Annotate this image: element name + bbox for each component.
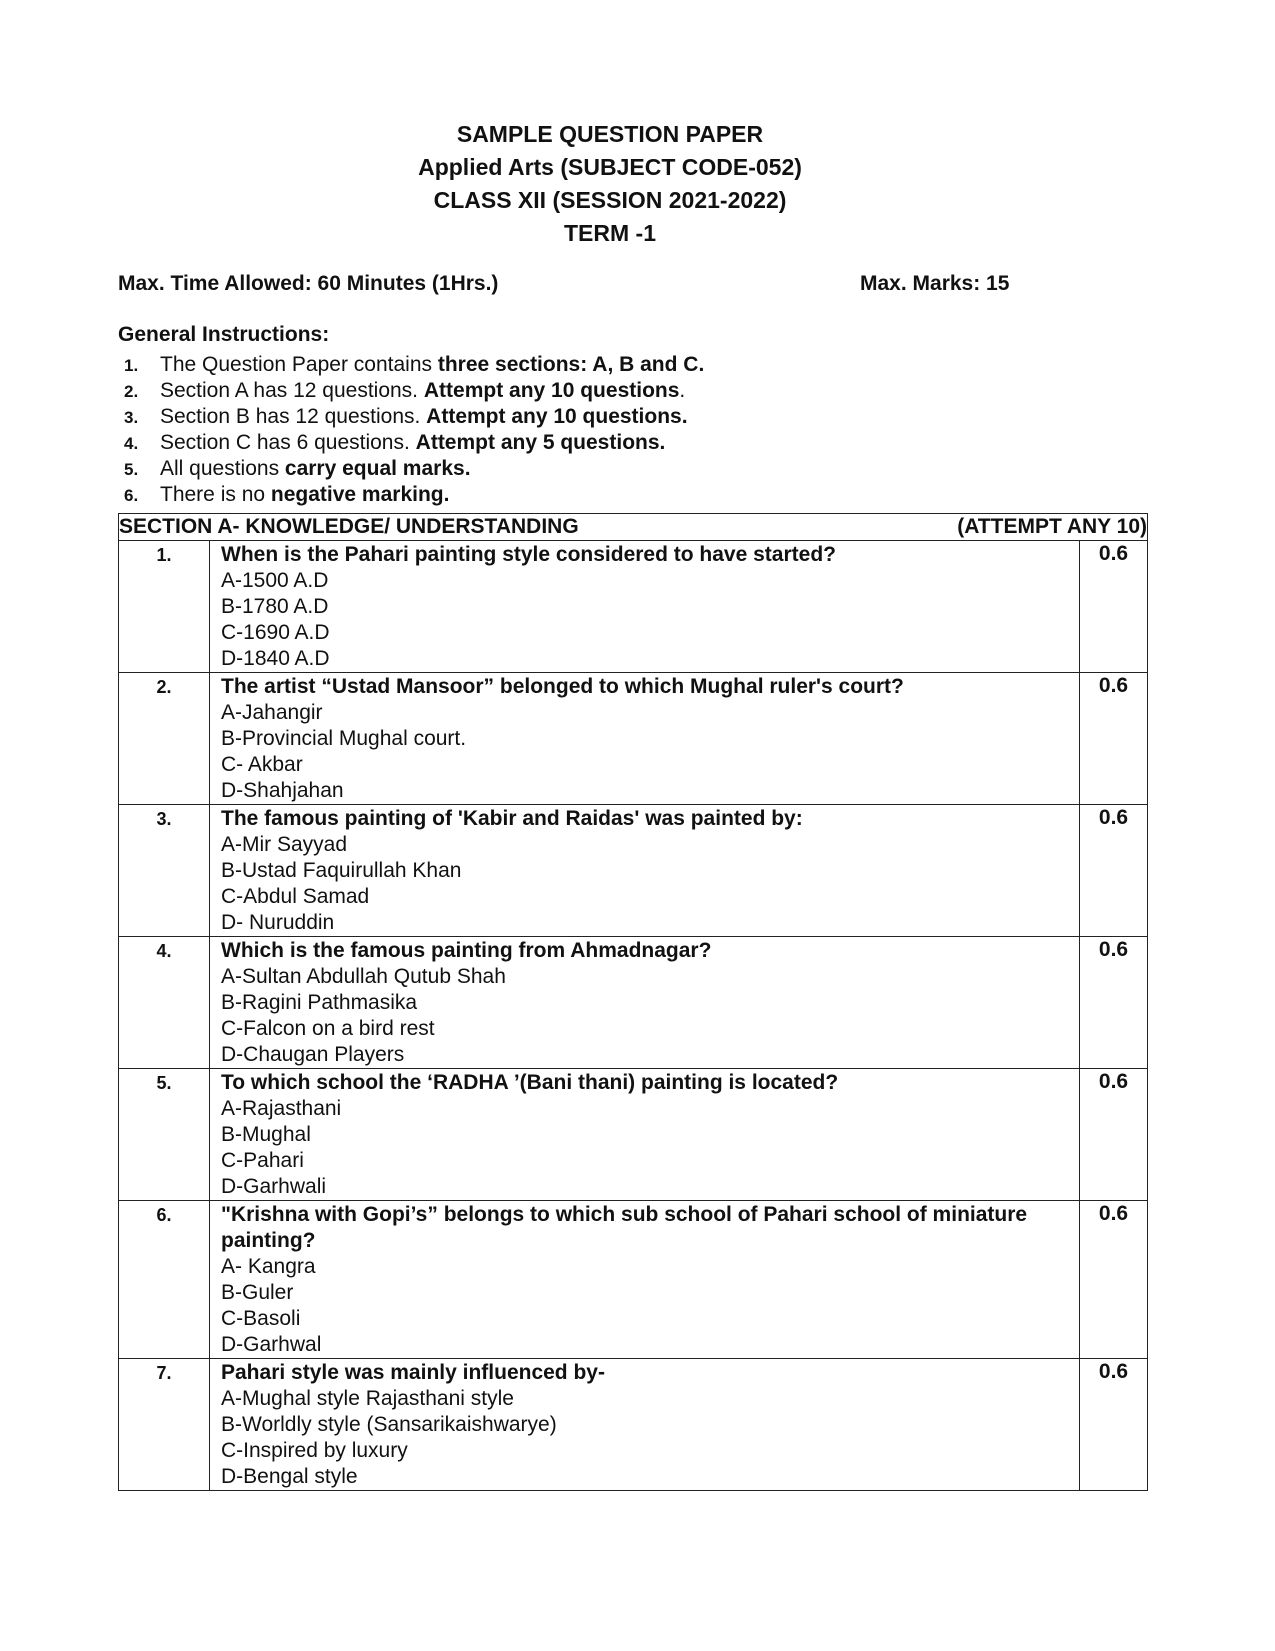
question-body bbox=[210, 673, 1080, 805]
question-body bbox=[210, 937, 1080, 1069]
instruction-item bbox=[118, 404, 1118, 430]
instruction-number: 4. bbox=[124, 434, 139, 453]
option: D-Garhwal bbox=[221, 1333, 322, 1356]
question-body bbox=[210, 1359, 1080, 1491]
instruction-item bbox=[118, 482, 1118, 508]
question-marks: 0.6 bbox=[1080, 673, 1148, 805]
instruction-emphasis: Attempt any 10 questions bbox=[423, 379, 680, 402]
instruction-tail: . bbox=[679, 379, 686, 402]
question-body bbox=[210, 1069, 1080, 1201]
question-marks: 0.6 bbox=[1080, 1069, 1148, 1201]
question-marks: 0.6 bbox=[1080, 937, 1148, 1069]
option: D-Shahjahan bbox=[221, 779, 344, 802]
question-number: 1. bbox=[119, 541, 210, 673]
paper-title: SAMPLE QUESTION PAPER bbox=[456, 121, 764, 147]
option: B-Worldly style (Sansarikaishwarye) bbox=[221, 1413, 557, 1436]
option: C-1690 A.D bbox=[221, 621, 330, 644]
question-number: 4. bbox=[119, 937, 210, 1069]
option: D-Chaugan Players bbox=[221, 1043, 405, 1066]
option: C-Inspired by luxury bbox=[221, 1439, 408, 1462]
question-number: 6. bbox=[119, 1201, 210, 1359]
question-row bbox=[119, 541, 1148, 673]
instruction-text: Section C has 6 questions. bbox=[160, 431, 416, 454]
question-number: 7. bbox=[119, 1359, 210, 1491]
option: C- Akbar bbox=[221, 753, 303, 776]
question-row bbox=[119, 673, 1148, 805]
option: A-Mughal style Rajasthani style bbox=[221, 1387, 514, 1410]
question-marks: 0.6 bbox=[1080, 541, 1148, 673]
option: A-Mir Sayyad bbox=[221, 833, 348, 856]
instruction-text: The Question Paper contains bbox=[160, 353, 438, 376]
instruction-number: 6. bbox=[124, 486, 139, 505]
section-attempt-note: (ATTEMPT ANY 10) bbox=[957, 515, 1147, 538]
instruction-item bbox=[118, 430, 1118, 456]
option: B-Ragini Pathmasika bbox=[221, 991, 418, 1014]
option: D- Nuruddin bbox=[221, 911, 335, 934]
instruction-text: Section A has 12 questions. bbox=[160, 379, 424, 402]
option: B-Ustad Faquirullah Khan bbox=[221, 859, 462, 882]
question-text: Pahari style was mainly influenced by- bbox=[221, 1361, 605, 1384]
instruction-emphasis: Attempt any 5 questions. bbox=[415, 431, 666, 454]
instructions-title: General Instructions: bbox=[118, 323, 330, 346]
question-text: To which school the ‘RADHA ’(Bani thani) painting is located? bbox=[221, 1071, 839, 1094]
instruction-number: 5. bbox=[124, 460, 139, 479]
option: C-Falcon on a bird rest bbox=[221, 1017, 435, 1040]
max-time: Max. Time Allowed: 60 Minutes (1Hrs.) bbox=[118, 272, 499, 295]
section-header-row bbox=[119, 514, 1148, 541]
option: A-1500 A.D bbox=[221, 569, 329, 592]
questions-table bbox=[118, 513, 1148, 1491]
option: B-Guler bbox=[221, 1281, 294, 1304]
instruction-text: There is no bbox=[160, 483, 271, 506]
question-row bbox=[119, 1201, 1148, 1359]
question-text: Which is the famous painting from Ahmadnagar? bbox=[221, 939, 712, 962]
option: A-Jahangir bbox=[221, 701, 323, 724]
option: C-Pahari bbox=[221, 1149, 304, 1172]
option: C-Basoli bbox=[221, 1307, 301, 1330]
question-text: The famous painting of 'Kabir and Raidas' was painted by: bbox=[221, 807, 803, 830]
option: C-Abdul Samad bbox=[221, 885, 370, 908]
option: A-Rajasthani bbox=[221, 1097, 342, 1120]
question-number: 5. bbox=[119, 1069, 210, 1201]
question-row bbox=[119, 1069, 1148, 1201]
question-marks: 0.6 bbox=[1080, 1359, 1148, 1491]
question-row bbox=[119, 937, 1148, 1069]
question-text: The artist “Ustad Mansoor” belonged to which Mughal ruler's court? bbox=[221, 675, 904, 698]
question-body bbox=[210, 1201, 1080, 1359]
instruction-text: Section B has 12 questions. bbox=[160, 405, 427, 428]
question-number: 2. bbox=[119, 673, 210, 805]
option: A- Kangra bbox=[221, 1255, 316, 1278]
section-header-cell bbox=[119, 514, 1148, 541]
instruction-emphasis: three sections: A, B and C. bbox=[437, 353, 705, 376]
instruction-number: 1. bbox=[124, 356, 139, 375]
instruction-emphasis: Attempt any 10 questions. bbox=[426, 405, 688, 428]
option: D-Garhwali bbox=[221, 1175, 327, 1198]
question-marks: 0.6 bbox=[1080, 805, 1148, 937]
question-number: 3. bbox=[119, 805, 210, 937]
question-body bbox=[210, 805, 1080, 937]
instruction-item bbox=[118, 352, 1118, 378]
option: A-Sultan Abdullah Qutub Shah bbox=[221, 965, 506, 988]
term-line: TERM -1 bbox=[564, 220, 656, 246]
class-session-line: CLASS XII (SESSION 2021-2022) bbox=[433, 187, 787, 213]
paper-header bbox=[0, 118, 1220, 250]
instruction-number: 2. bbox=[124, 382, 139, 401]
instructions-list bbox=[118, 352, 1118, 508]
instruction-item bbox=[118, 378, 1118, 404]
instruction-emphasis: negative marking. bbox=[270, 483, 450, 506]
subject-line: Applied Arts (SUBJECT CODE-052) bbox=[418, 154, 802, 180]
option: B-Provincial Mughal court. bbox=[221, 727, 467, 750]
option: D-Bengal style bbox=[221, 1465, 358, 1488]
question-text: When is the Pahari painting style considered to have started? bbox=[221, 543, 836, 566]
question-marks: 0.6 bbox=[1080, 1201, 1148, 1359]
question-row bbox=[119, 805, 1148, 937]
question-text: "Krishna with Gopi’s” belongs to which sub school of Pahari school of miniature painting? bbox=[221, 1203, 1028, 1252]
max-marks: Max. Marks: 15 bbox=[860, 272, 1010, 295]
question-row bbox=[119, 1359, 1148, 1491]
section-title: SECTION A- KNOWLEDGE/ UNDERSTANDING bbox=[119, 515, 579, 538]
instruction-emphasis: carry equal marks. bbox=[284, 457, 471, 480]
option: B-Mughal bbox=[221, 1123, 311, 1146]
instruction-number: 3. bbox=[124, 408, 139, 427]
option: D-1840 A.D bbox=[221, 647, 330, 670]
question-body bbox=[210, 541, 1080, 673]
instruction-text: All questions bbox=[160, 457, 285, 480]
instruction-item bbox=[118, 456, 1118, 482]
exam-meta bbox=[118, 272, 1018, 302]
option: B-1780 A.D bbox=[221, 595, 329, 618]
